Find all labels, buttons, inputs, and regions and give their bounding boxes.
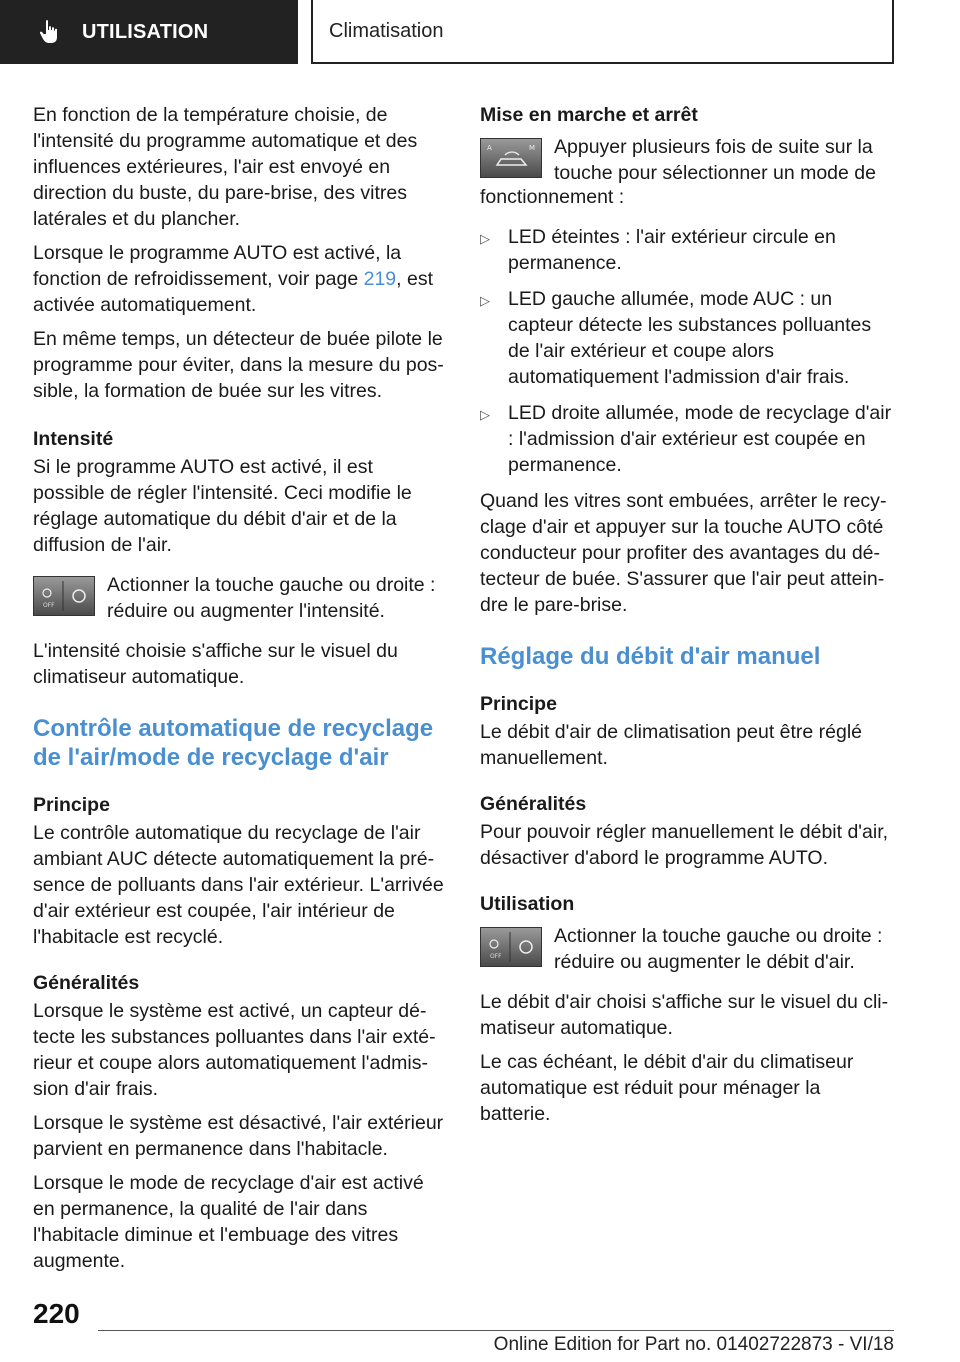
recirculation-button-image [480, 138, 542, 178]
paragraph: fonctionnement : [480, 186, 625, 208]
footer-edition: Online Edition for Part no. 01402722873 - VI/18 [493, 1334, 894, 1355]
triangle-bullet-icon: ▷ [480, 293, 490, 308]
subheading-marche-arret: Mise en marche et arrêt [480, 104, 698, 126]
paragraph: Pour pouvoir régler manuellement le débit d'air, désactiver d'abord le programme AUTO. [480, 821, 889, 869]
subheading-principe: Principe [33, 794, 110, 816]
paragraph: Lorsque le mode de recyclage d'air est activé en permanence, la qualité de l'air dans l'habitacle diminue et l'embuage des vitres augmente. [33, 1172, 424, 1272]
triangle-bullet-icon: ▷ [480, 407, 490, 422]
list-item: ▷ LED éteintes : l'air extérieur circule en permanence. [480, 226, 836, 274]
fan-off-button-image [33, 576, 95, 616]
footer-divider [98, 1330, 894, 1331]
car-recirculation-icon [481, 139, 541, 177]
page-number: 220 [33, 1298, 80, 1329]
paragraph: En même temps, un détecteur de buée pilote le programme pour éviter, dans la mesure du possible, la formation de buée sur les vitres. [33, 328, 444, 402]
fan-icon [481, 928, 541, 966]
fan-icon [34, 577, 94, 615]
section-tab[interactable] [0, 0, 298, 64]
paragraph: Le contrôle automatique du recyclage de l'air ambiant AUC détecte automatiquement la présence de polluants dans l'air extérieur. L'arrivée d'air extérieur est coupée, l'air intérieur de l'habitacle est recyclé. [33, 822, 444, 948]
list-item: ▷ LED droite allumée, mode de recyclage d'air : l'admission d'air extérieur est coupée en permanence. [480, 402, 892, 476]
button-instruction: A M Appuyer plusieurs fois de suite sur la touche pour sélectionner un mode de [480, 134, 896, 186]
svg-text:OFF: OFF [43, 602, 55, 609]
paragraph: Le cas échéant, le débit d'air du climatiseur automatique est réduit pour ménager la batterie. [480, 1051, 854, 1125]
paragraph: Lorsque le système est activé, un capteur détecte les substances polluantes dans l'air extérieur et coupe alors automatiquement l'admission d'air frais. [33, 1000, 436, 1100]
chapter-title: Climatisation [311, 0, 894, 64]
svg-text:OFF: OFF [490, 953, 502, 960]
section-title: UTILISATION [82, 20, 209, 43]
subheading-generalites: Généralités [480, 793, 587, 815]
subheading-generalites: Généralités [33, 972, 140, 994]
paragraph: Le débit d'air choisi s'affiche sur le visuel du climatiseur automatique. [480, 991, 889, 1039]
subheading-principe: Principe [480, 693, 557, 715]
paragraph: L'intensité choisie s'affiche sur le visuel du climatiseur automatique. [33, 640, 398, 688]
section-heading: Réglage du débit d'air manuel [480, 643, 821, 670]
right-column [480, 102, 896, 1135]
paragraph: Lorsque le système est désactivé, l'air extérieur parvient en permanence dans l'habitacle. [33, 1112, 444, 1160]
paragraph: Si le programme AUTO est activé, il est possible de régler l'intensité. Ceci modifie le réglage automatique du débit d'air et de la diffusion de l'air. [33, 456, 412, 556]
subheading-utilisation: Utilisation [480, 893, 575, 915]
paragraph: Lorsque le programme AUTO est activé, la fonction de refroidissement, voir page 219, est activée automatiquement. [33, 242, 434, 316]
fan-off-button-image [480, 927, 542, 967]
hand-pointer-icon [38, 19, 62, 45]
button-instruction: OFF Actionner la touche gauche ou droite : réduire ou augmenter le débit d'air. [480, 923, 896, 975]
svg-text:A: A [487, 144, 492, 152]
paragraph: Quand les vitres sont embuées, arrêter le recyclage d'air et appuyer sur la touche AUTO côté conducteur pour profiter des avantages du détecteur de buée. S'assurer que l'air peut atteindre le pare-brise. [480, 490, 887, 616]
paragraph: Le débit d'air de climatisation peut être réglé manuellement. [480, 721, 863, 769]
triangle-bullet-icon: ▷ [480, 231, 490, 246]
subheading-intensite: Intensité [33, 428, 114, 450]
left-column [33, 102, 445, 1282]
paragraph: En fonction de la température choisie, de l'intensité du programme automatique et des influences extérieures, l'air est envoyé en direction du buste, du pare-brise, des vitres latérales et du plancher. [33, 104, 418, 230]
svg-text:M: M [529, 144, 536, 152]
page-link[interactable]: 219 [363, 268, 397, 290]
list-item: ▷ LED gauche allumée, mode AUC : un capteur détecte les substances polluantes de l'air extérieur et coupe alors automatiquement l'admission d'air frais. [480, 288, 872, 388]
button-instruction: OFF Actionner la touche gauche ou droite : réduire ou augmenter l'intensité. [33, 572, 445, 624]
section-heading: Contrôle automatique de recyclage de l'air/mode de recyclage d'air [33, 715, 434, 771]
